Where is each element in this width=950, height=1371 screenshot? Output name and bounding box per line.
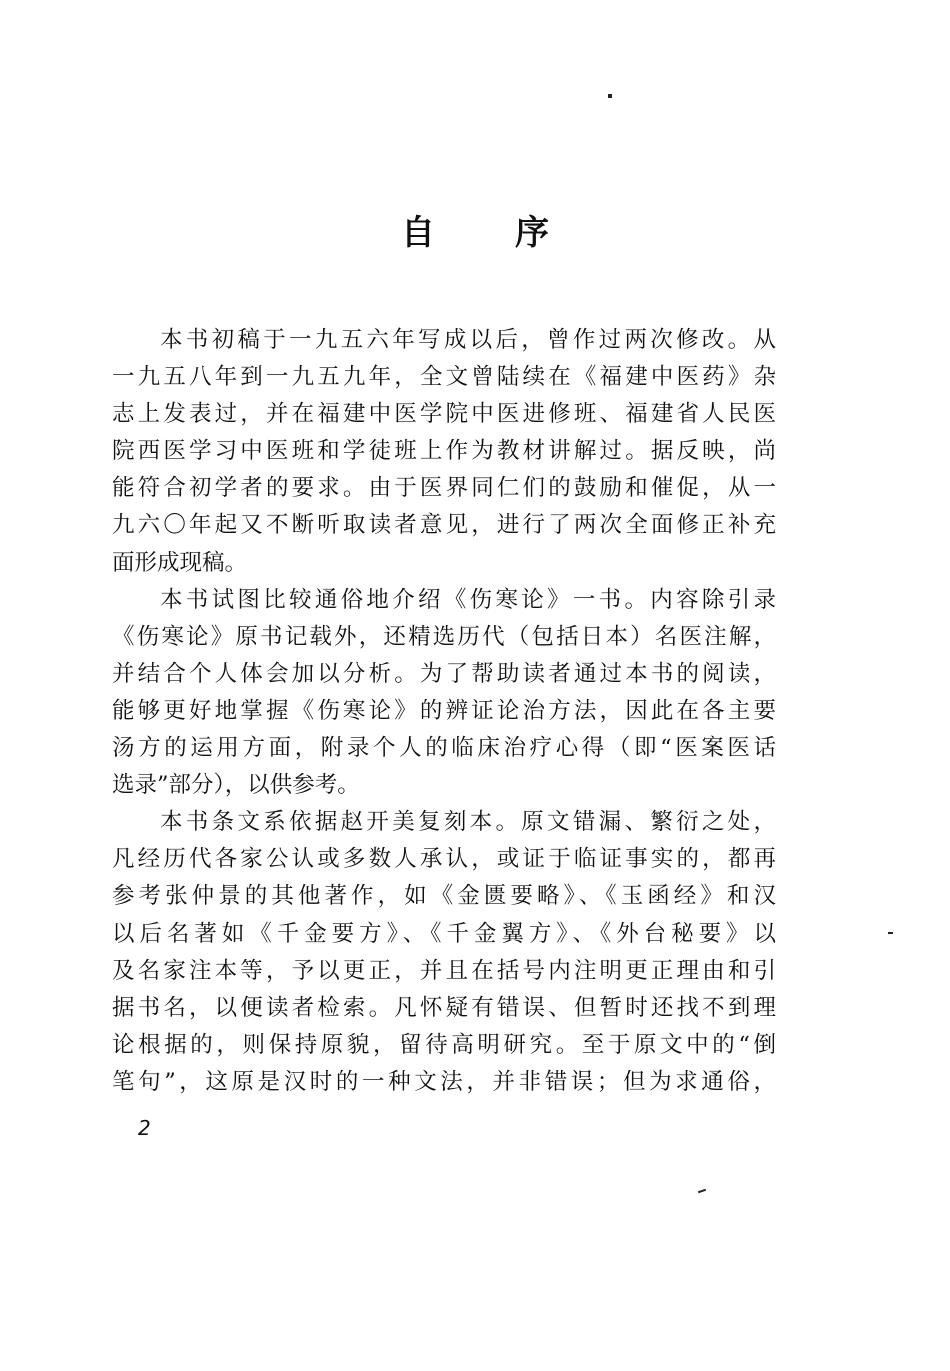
text-line: 院西医学习中医班和学徒班上作为教材讲解过。据反映，尚	[112, 438, 776, 465]
text-line: 九六〇年起又不断听取读者意见，进行了两次全面修正补充	[112, 512, 776, 539]
text-line: 选录”部分），以供参考。	[112, 772, 360, 799]
text-line: 面形成现稿。	[112, 549, 248, 576]
text-line: 以后名著如《千金要方》、《千金翼方》、《外台秘要》以	[112, 920, 776, 947]
text-line: 本书试图比较通俗地介绍《伤寒论》一书。内容除引录	[160, 586, 776, 613]
text-line: 本书条文系依据赵开美复刻本。原文错漏、繁衍之处，	[160, 809, 776, 836]
text-line: 并结合个人体会加以分析。为了帮助读者通过本书的阅读，	[112, 660, 776, 687]
text-line: 及名家注本等，予以更正，并且在括号内注明更正理由和引	[112, 957, 776, 984]
title-char-1: 自	[401, 213, 435, 253]
title-char-2: 序	[515, 213, 549, 253]
text-line: 一九五八年到一九五九年，全文曾陆续在《福建中医药》杂	[112, 364, 776, 391]
text-line: 本书初稿于一九五六年写成以后，曾作过两次修改。从	[160, 327, 776, 353]
text-line: 据书名，以便读者检索。凡怀疑有错误、但暂时还找不到理	[112, 994, 776, 1021]
speck-bottom	[698, 1189, 706, 1194]
text-line: 能够更好地掌握《伤寒论》的辨证论治方法，因此在各主要	[112, 697, 776, 724]
page-title	[0, 205, 950, 254]
text-line: 笔句”，这原是汉时的一种文法，并非错误；但为求通俗，	[112, 1068, 776, 1095]
speck-right	[888, 932, 893, 934]
preface-body	[112, 322, 776, 1101]
page-number: 2	[138, 1116, 151, 1140]
text-line: 凡经历代各家公认或多数人承认，或证于临证事实的，都再	[112, 846, 776, 873]
text-line: 《伤寒论》原书记载外，还精选历代（包括日本）名医注解，	[112, 623, 776, 650]
text-line: 志上发表过，并在福建中医学院中医进修班、福建省人民医	[112, 401, 776, 428]
text-line: 能符合初学者的要求。由于医界同仁们的鼓励和催促，从一	[112, 475, 776, 502]
text-line: 论根据的，则保持原貌，留待高明研究。至于原文中的“倒	[112, 1031, 776, 1058]
speck-top	[608, 94, 612, 98]
text-line: 汤方的运用方面，附录个人的临床治疗心得（即“医案医话	[112, 735, 776, 762]
text-line: 参考张仲景的其他著作，如《金匮要略》、《玉函经》和汉	[112, 883, 776, 910]
